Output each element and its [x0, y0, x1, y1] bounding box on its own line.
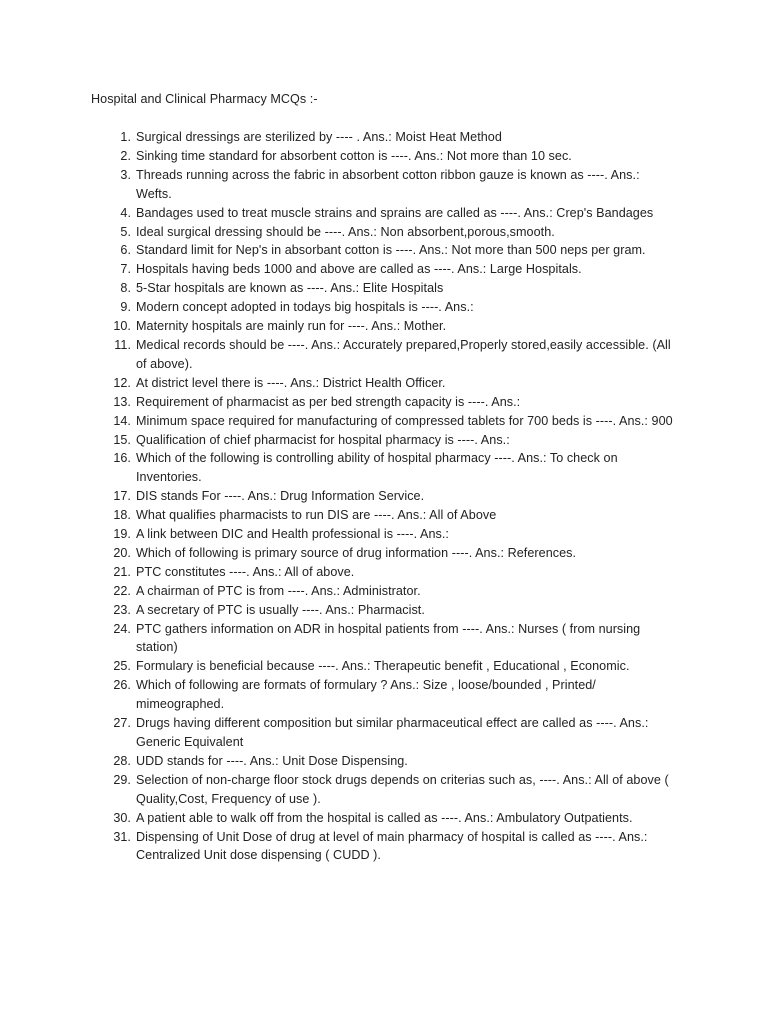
list-item [0, 828, 676, 866]
list-item-text: Sinking time standard for absorbent cotton is ----. Ans.: Not more than 10 sec. [136, 148, 572, 163]
list-item-number: 13. [113, 394, 131, 409]
list-item-text: Medical records should be ----. Ans.: Accurately prepared,Properly stored,easily accessible. (All of above). [136, 337, 671, 371]
list-item [0, 431, 676, 450]
list-item [0, 412, 676, 431]
list-item-text: Qualification of chief pharmacist for hospital pharmacy is ----. Ans.: [136, 432, 510, 447]
list-item-number: 24. [113, 621, 131, 636]
list-item-number: 6. [120, 243, 131, 258]
list-item-number: 7. [120, 262, 131, 277]
list-item [0, 714, 676, 752]
list-item-number: 23. [113, 602, 131, 617]
list-item-number: 25. [113, 659, 131, 674]
list-item-text: Ideal surgical dressing should be ----. Ans.: Non absorbent,porous,smooth. [136, 224, 555, 239]
list-item-text: Selection of non-charge floor stock drugs depends on criterias such as, ----. Ans.: All of above ( Quality,Cost, Frequency of use ). [136, 772, 669, 806]
list-item [0, 771, 676, 809]
list-item-number: 21. [113, 564, 131, 579]
list-item-number: 18. [113, 508, 131, 523]
list-item-text: At district level there is ----. Ans.: District Health Officer. [136, 375, 446, 390]
list-item-number: 11. [114, 337, 131, 352]
list-item-number: 12. [113, 375, 131, 390]
list-item-text: Which of following is primary source of drug information ----. Ans.: References. [136, 545, 577, 560]
list-item-number: 22. [113, 583, 131, 598]
list-item [0, 374, 676, 393]
list-item-text: Which of the following is controlling ability of hospital pharmacy ----. Ans.: To check on Inventories. [136, 451, 618, 485]
list-item [0, 260, 676, 279]
list-item [0, 241, 676, 260]
list-item-text: UDD stands for ----. Ans.: Unit Dose Dispensing. [136, 753, 408, 768]
list-item-text: A link between DIC and Health professional is ----. Ans.: [136, 527, 449, 542]
list-item [0, 449, 676, 487]
list-item-text: Maternity hospitals are mainly run for ----. Ans.: Mother. [136, 319, 447, 334]
list-item-text: Modern concept adopted in todays big hospitals is ----. Ans.: [136, 300, 474, 315]
list-item-text: A secretary of PTC is usually ----. Ans.: Pharmacist. [136, 602, 425, 617]
list-item-text: A chairman of PTC is from ----. Ans.: Administrator. [136, 583, 421, 598]
list-item [0, 336, 676, 374]
list-item-number: 15. [113, 432, 131, 447]
list-item [0, 582, 676, 601]
list-item [0, 317, 676, 336]
list-item-number: 27. [113, 716, 131, 731]
list-item [0, 676, 676, 714]
list-item-text: Standard limit for Nep's in absorbant cotton is ----. Ans.: Not more than 500 neps per gram. [136, 243, 646, 258]
list-item-text: PTC gathers information on ADR in hospital patients from ----. Ans.: Nurses ( from nursing station) [136, 621, 641, 655]
list-item [0, 506, 676, 525]
list-item-text: What qualifies pharmacists to run DIS are ----. Ans.: All of Above [136, 508, 497, 523]
list-item-text: Surgical dressings are sterilized by ---- . Ans.: Moist Heat Method [136, 130, 502, 144]
list-item [0, 525, 676, 544]
list-item-number: 2. [120, 148, 131, 163]
list-item-number: 9. [120, 300, 131, 315]
list-item-number: 19. [113, 527, 131, 542]
list-item-number: 4. [120, 205, 131, 220]
list-item [0, 487, 676, 506]
list-item-number: 26. [113, 678, 131, 693]
list-item-number: 30. [113, 810, 131, 825]
list-item-number: 1. [120, 130, 131, 144]
list-item [0, 298, 676, 317]
list-item-text: 5-Star hospitals are known as ----. Ans.: Elite Hospitals [136, 281, 444, 296]
list-item [0, 204, 676, 223]
list-item-number: 20. [113, 545, 131, 560]
list-item-number: 10. [113, 319, 131, 334]
list-item-text: Minimum space required for manufacturing of compressed tablets for 700 beds is ----. Ans.: 900 [136, 413, 673, 428]
list-item [0, 147, 676, 166]
list-item-text: Dispensing of Unit Dose of drug at level of main pharmacy of hospital is called as ----. Ans.: Centralized Unit dose dispensing ( CUDD ). [136, 829, 648, 863]
list-item-text: Bandages used to treat muscle strains and sprains are called as ----. Ans.: Crep's Bandages [136, 205, 654, 220]
document-title: Hospital and Clinical Pharmacy MCQs :- [91, 92, 318, 106]
list-item [0, 809, 676, 828]
list-item [0, 128, 676, 147]
list-item [0, 279, 676, 298]
list-item [0, 601, 676, 620]
list-item-number: 31. [113, 829, 131, 844]
list-item-number: 29. [113, 772, 131, 787]
list-item-text: DIS stands For ----. Ans.: Drug Information Service. [136, 489, 425, 504]
list-item-text: Requirement of pharmacist as per bed strength capacity is ----. Ans.: [136, 394, 521, 409]
list-item-text: A patient able to walk off from the hospital is called as ----. Ans.: Ambulatory Outpatients. [136, 810, 633, 825]
list-item-text: Drugs having different composition but similar pharmaceutical effect are called as ----. Ans.: Generic Equivalent [136, 716, 649, 749]
list-item-number: 17. [113, 489, 131, 504]
list-item [0, 620, 676, 658]
list-item-number: 28. [113, 753, 131, 768]
list-item [0, 393, 676, 412]
list-item [0, 223, 676, 242]
list-item-text: PTC constitutes ----. Ans.: All of above. [136, 564, 355, 579]
list-item-number: 5. [120, 224, 131, 239]
list-item [0, 657, 676, 676]
list-item-number: 8. [120, 281, 131, 296]
list-item-text: Formulary is beneficial because ----. Ans.: Therapeutic benefit , Educational , Economic. [136, 659, 630, 674]
list-item [0, 544, 676, 563]
list-item-number: 16. [113, 451, 131, 466]
list-item [0, 166, 676, 204]
list-item-number: 3. [120, 167, 131, 182]
list-item-text: Threads running across the fabric in absorbent cotton ribbon gauze is known as ----. Ans.: Wefts. [136, 167, 640, 201]
list-item [0, 752, 676, 771]
list-item-number: 14. [113, 413, 131, 428]
mcq-list [0, 128, 768, 865]
list-item-text: Which of following are formats of formulary ? Ans.: Size , loose/bounded , Printed/ mimeographed. [136, 678, 596, 712]
list-item [0, 563, 676, 582]
list-item-text: Hospitals having beds 1000 and above are called as ----. Ans.: Large Hospitals. [136, 262, 582, 277]
